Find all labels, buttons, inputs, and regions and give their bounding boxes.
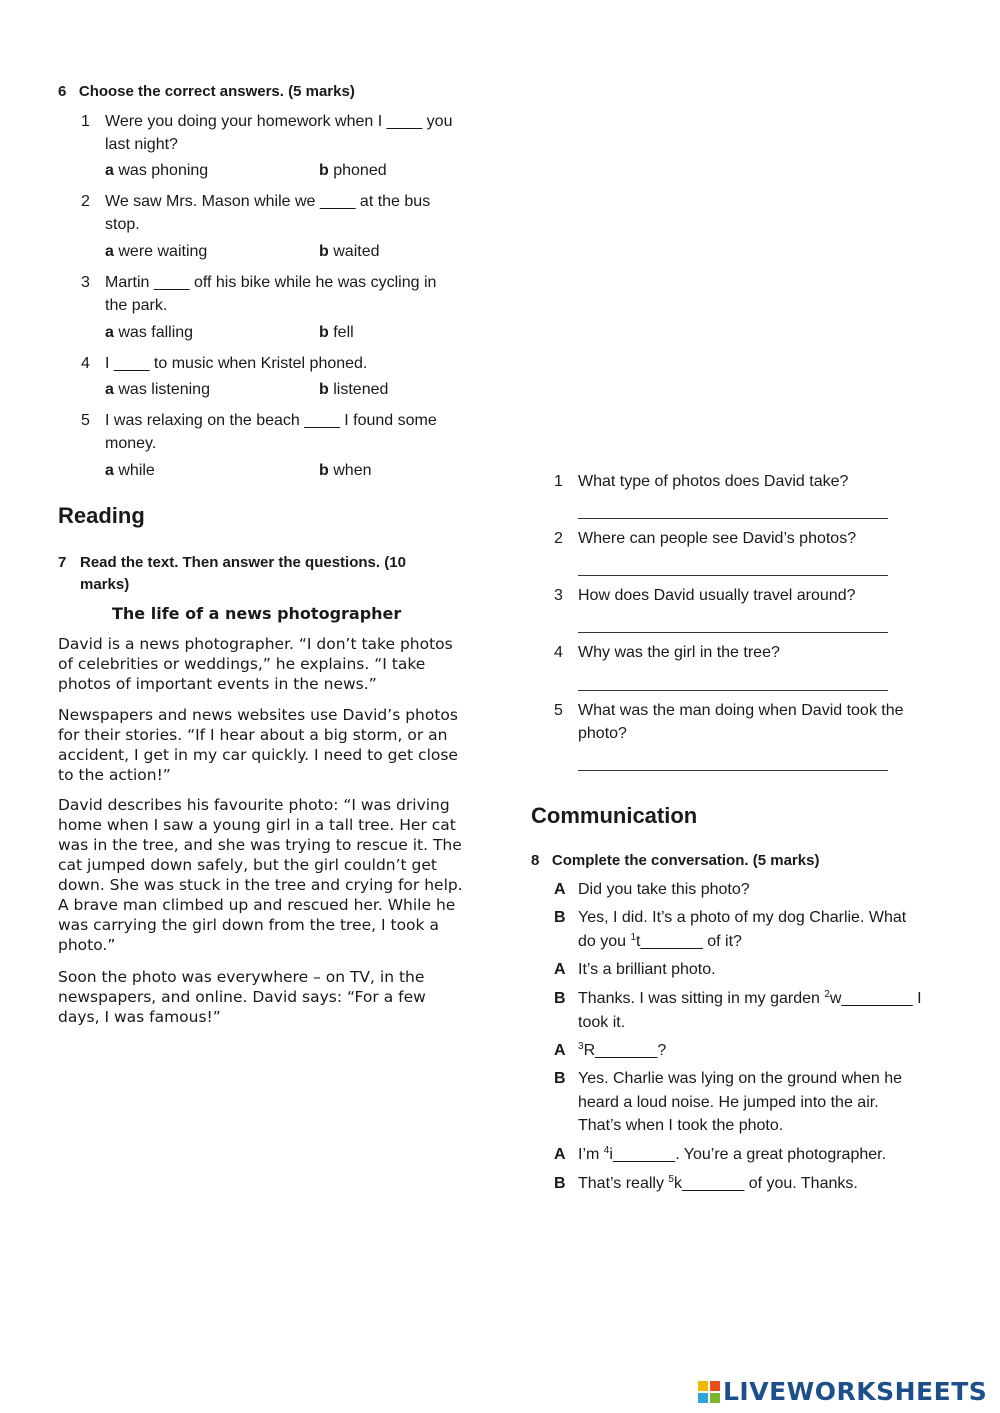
option-a[interactable]: a was listening (105, 381, 210, 398)
conversation-line: A Did you take this photo? (554, 881, 750, 898)
question-item: 3 Martin ____ off his bike while he was cycling in the park. (81, 274, 437, 314)
question-item: 5 I was relaxing on the beach ____ I found some money. (81, 412, 437, 452)
answer-line[interactable] (578, 575, 888, 576)
reading-section-title: Reading (58, 503, 145, 528)
answer-line[interactable] (578, 632, 888, 633)
conversation-line: A It’s a brilliant photo. (554, 961, 716, 978)
gap-5[interactable]: k_______ of you. Thanks. (673, 1175, 858, 1192)
conversation-line: B Thanks. I was sitting in my garden $^2$w________ I took it. (554, 989, 922, 1031)
reading-paragraph-2: Newspapers and news websites use David’s photos for their stories. “If I hear about a big storm, or an accident, I get in my car quickly. I need to get close to the action!” (58, 706, 458, 784)
answer-line[interactable] (578, 518, 888, 519)
question-item: 3 How does David usually travel around? (554, 587, 856, 604)
question-item: 4 I ____ to music when Kristel phoned. (81, 355, 368, 372)
gap-1[interactable]: t_______ of it? (636, 932, 742, 950)
question-item: 4 Why was the girl in the tree? (554, 644, 780, 661)
option-b[interactable]: b listened (319, 381, 389, 398)
gap-2[interactable]: w________ I (829, 990, 922, 1007)
answer-line[interactable] (578, 690, 888, 691)
gap-4[interactable]: i_______. You’re a great photographer. (609, 1146, 887, 1163)
exercise-6-heading: 6 Choose the correct answers. (5 marks) (58, 83, 355, 100)
question-item: 2 We saw Mrs. Mason while we ____ at the bus stop. (81, 193, 431, 233)
option-a[interactable]: a while (105, 462, 155, 479)
question-item: 1 What type of photos does David take? (554, 473, 849, 490)
liveworksheets-icon (698, 1381, 720, 1403)
answer-line[interactable] (578, 770, 888, 771)
exercise-8-heading: 8 Complete the conversation. (5 marks) (531, 852, 820, 869)
conversation-line: B Yes, I did. It’s a photo of my dog Charlie. What do you $^1$t_______ of it? (554, 909, 907, 950)
option-a[interactable]: a were waiting (105, 243, 208, 260)
conversation-line: A $^3$R_______? (554, 1041, 667, 1059)
conversation-line: B That’s really $^5$k_______ of you. Thanks. (554, 1174, 858, 1192)
communication-section-title: Communication (531, 803, 698, 828)
reading-paragraph-1: David is a news photographer. “I don’t take photos of celebrities or weddings,” he explains. “I take photos of important events in the news.” (58, 635, 453, 693)
gap-3[interactable]: R_______? (583, 1042, 667, 1059)
question-item: 1 Were you doing your homework when I ____ you last night? (81, 113, 453, 153)
text-title: The life of a news photographer (112, 604, 402, 623)
liveworksheets-logo[interactable] (698, 1377, 987, 1406)
liveworksheets-wordmark: LIVEWORKSHEETS (723, 1377, 988, 1406)
question-item: 5 What was the man doing when David took the photo? (554, 702, 904, 742)
option-a[interactable]: a was phoning (105, 162, 209, 179)
option-a[interactable]: a was falling (105, 324, 194, 341)
reading-paragraph-4: Soon the photo was everywhere – on TV, in the newspapers, and online. David says: “For a few days, I was famous!” (58, 968, 426, 1026)
conversation-line: A I’m $^4$i_______. You’re a great photographer. (554, 1145, 887, 1163)
conversation-line: B Yes. Charlie was lying on the ground when he heard a loud noise. He jumped into the air. That’s when I took the photo. (554, 1070, 903, 1134)
option-b[interactable]: b fell (319, 324, 354, 341)
question-item: 2 Where can people see David’s photos? (554, 530, 857, 547)
reading-paragraph-3: David describes his favourite photo: “I was driving home when I saw a young girl in a tall tree. Her cat was in the tree, and she was trying to rescue it. The cat jumped down safely, but the girl couldn’t get down. She was stuck in the tree and crying for help. A brave man climbed up and rescued her. While he was carrying the girl down from the tree, I took a photo.” (58, 796, 463, 954)
option-b[interactable]: b when (319, 462, 372, 479)
option-b[interactable]: b phoned (319, 162, 387, 179)
option-b[interactable]: b waited (319, 243, 380, 260)
exercise-7-heading: 7 Read the text. Then answer the questions. (10 marks) (58, 554, 406, 593)
